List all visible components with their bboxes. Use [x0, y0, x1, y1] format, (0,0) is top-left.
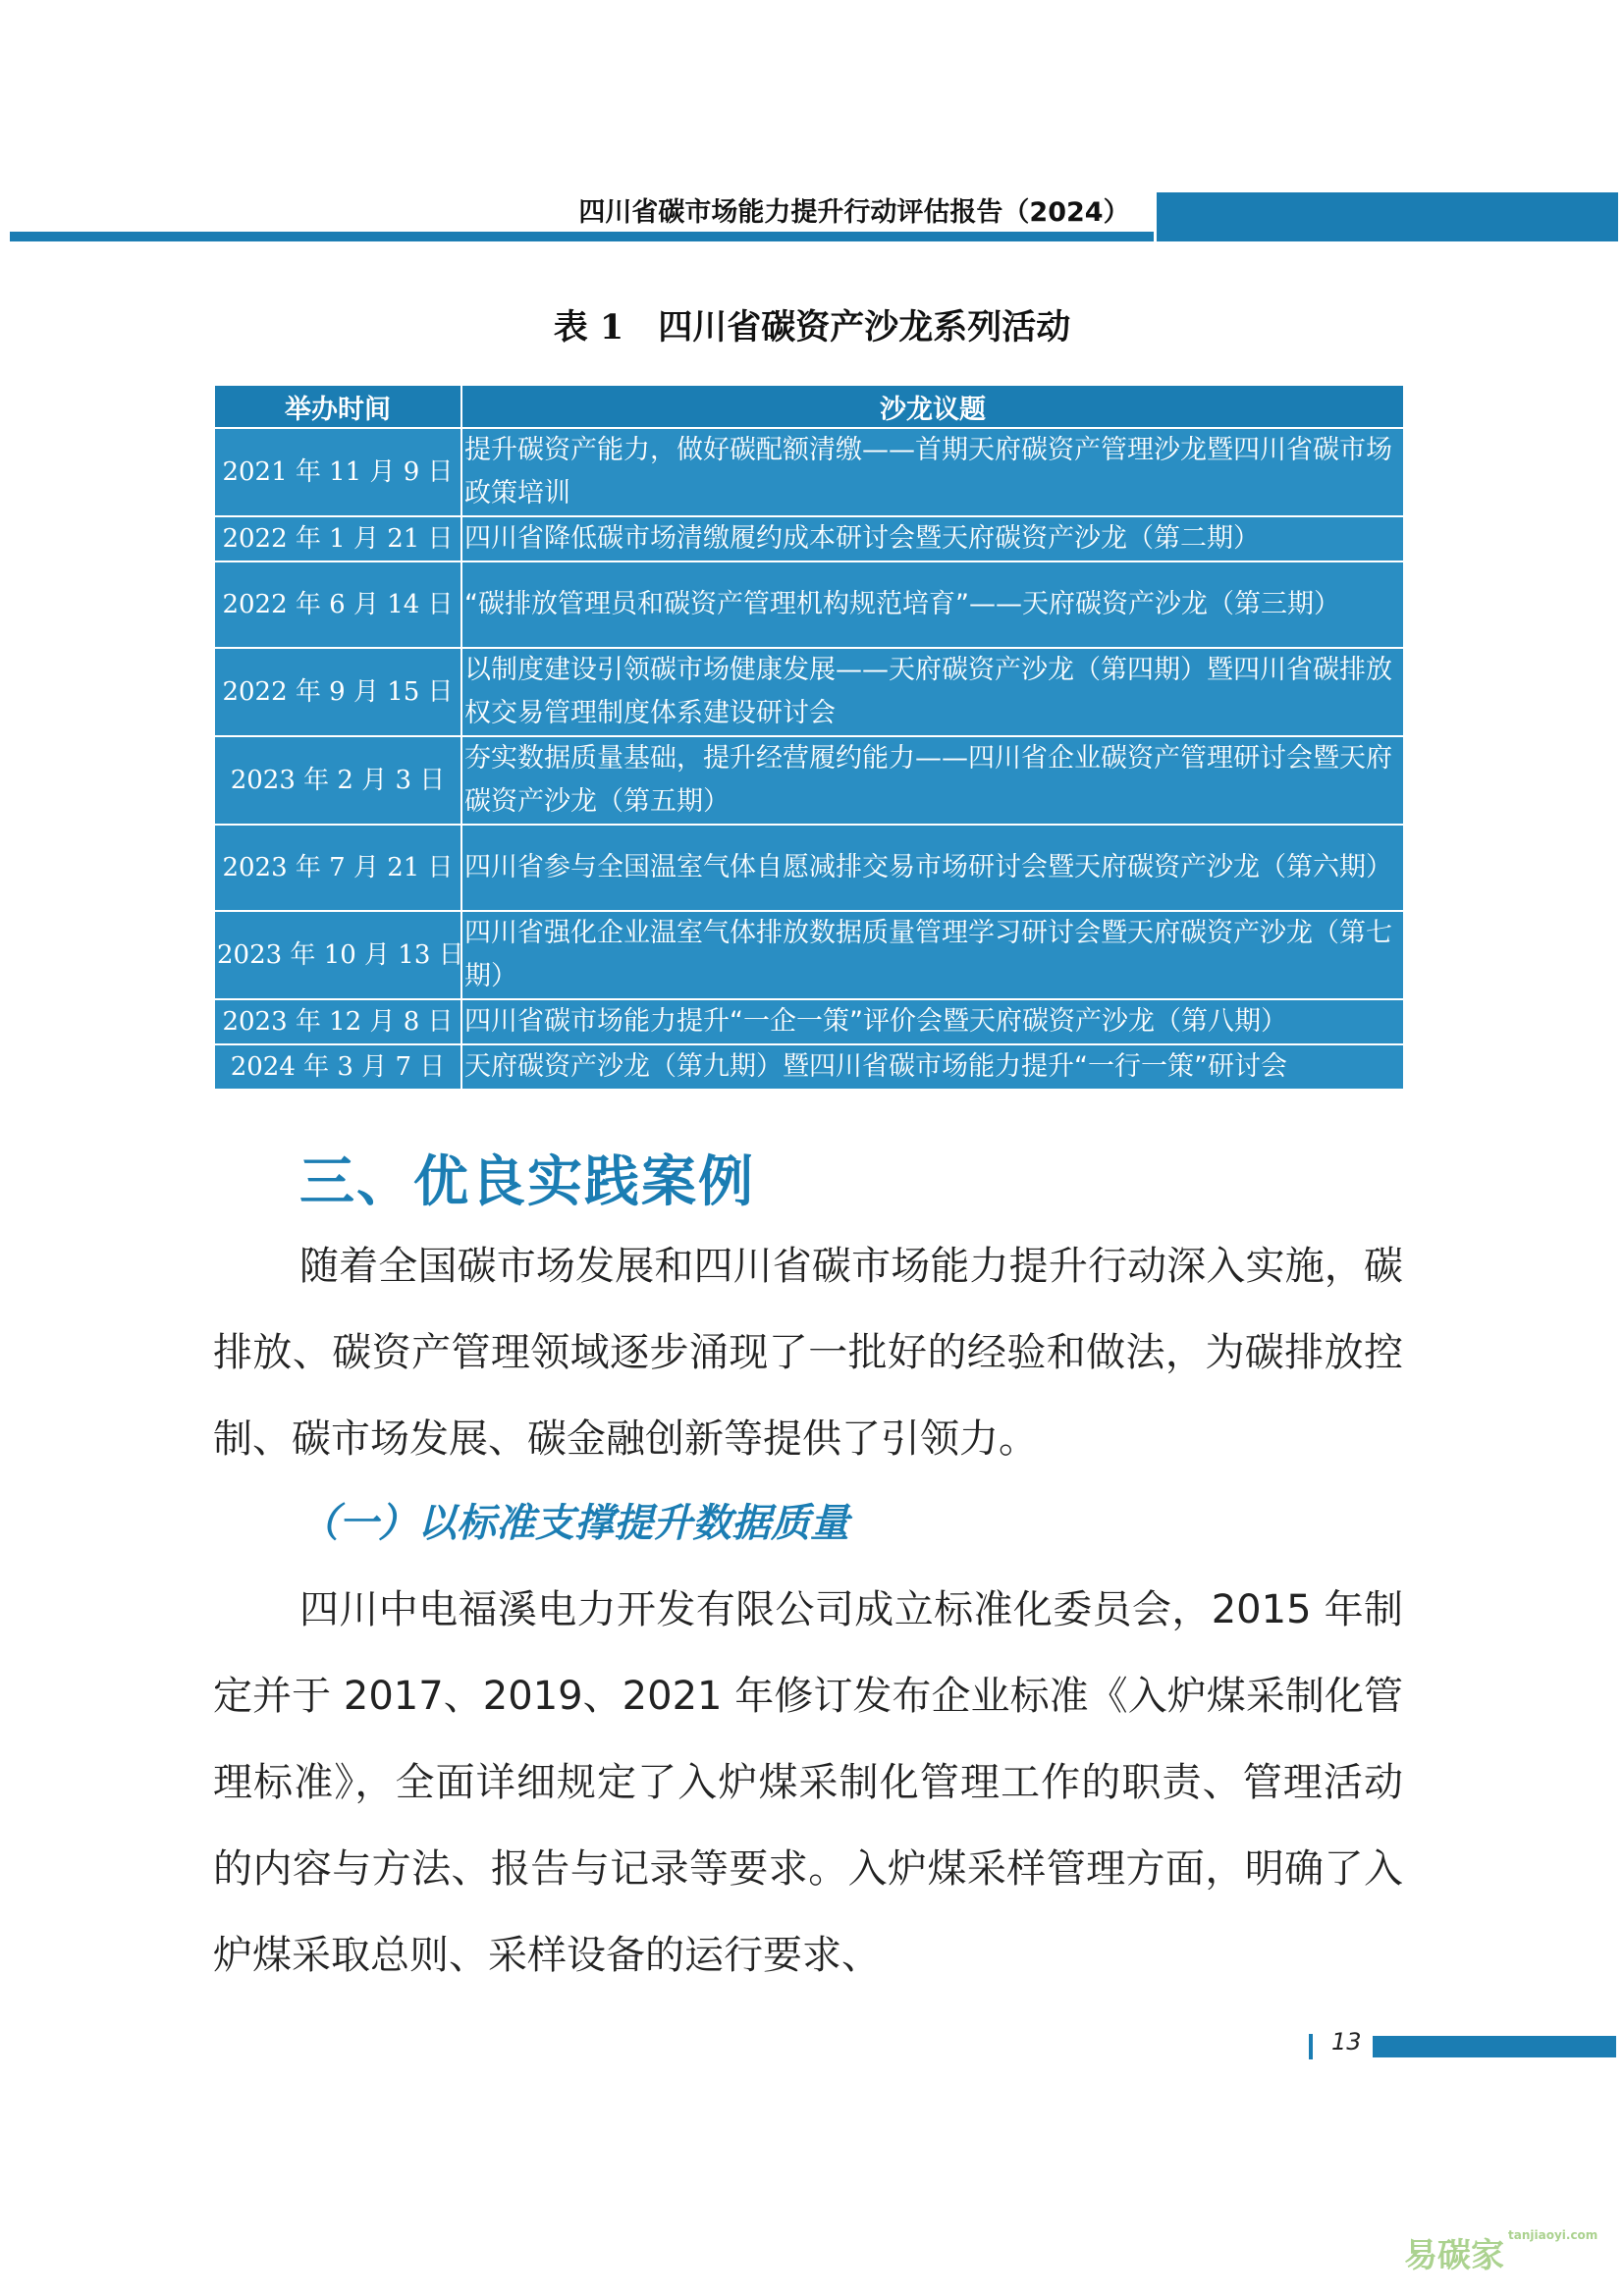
row-topic: 以制度建设引领碳市场健康发展——天府碳资产沙龙（第四期）暨四川省碳排放权交易管理制度体系建设研讨会: [461, 648, 1404, 736]
table-row: [214, 999, 1404, 1044]
table-row: [214, 648, 1404, 736]
column-header-topic: 沙龙议题: [461, 385, 1404, 428]
row-topic: “碳排放管理员和碳资产管理机构规范培育”——天府碳资产沙龙（第三期）: [461, 561, 1404, 648]
row-date: 2022 年 1 月 21 日: [214, 516, 461, 561]
subsection-heading: （一）以标准支撑提升数据质量: [299, 1500, 849, 1546]
footer-accent-bar: [1373, 2036, 1616, 2057]
header-accent-block: [1157, 192, 1618, 241]
row-date: 2023 年 2 月 3 日: [214, 736, 461, 825]
watermark-domain: tanjiaoyi.com: [1508, 2228, 1598, 2242]
table-row: [214, 911, 1404, 999]
row-date: 2023 年 7 月 21 日: [214, 825, 461, 911]
page-number-marker: [1309, 2034, 1313, 2059]
body-paragraph: 四川中电福溪电力开发有限公司成立标准化委员会，2015 年制定并于 2017、2019、2021 年修订发布企业标准《入炉煤采制化管理标准》，全面详细规定了入炉煤采制化管理工作的职责、管理活动的内容与方法、报告与记录等要求。入炉煤采样管理方面，明确了入炉煤采取总则、采样设备的运行要求、: [213, 1587, 1403, 1978]
table-row: [214, 561, 1404, 648]
row-date: 2022 年 6 月 14 日: [214, 561, 461, 648]
row-date: 2024 年 3 月 7 日: [214, 1044, 461, 1090]
row-topic: 夯实数据质量基础，提升经营履约能力——四川省企业碳资产管理研讨会暨天府碳资产沙龙（第五期）: [461, 736, 1404, 825]
row-topic: 四川省降低碳市场清缴履约成本研讨会暨天府碳资产沙龙（第二期）: [461, 516, 1404, 561]
row-topic: 天府碳资产沙龙（第九期）暨四川省碳市场能力提升“一行一策”研讨会: [461, 1044, 1404, 1090]
table-row: [214, 736, 1404, 825]
row-date: 2023 年 12 月 8 日: [214, 999, 461, 1044]
row-date: 2023 年 10 月 13 日: [214, 911, 461, 999]
table-row: [214, 428, 1404, 516]
watermark-text: 易碳家: [1404, 2236, 1504, 2275]
row-date: 2021 年 11 月 9 日: [214, 428, 461, 516]
row-date: 2022 年 9 月 15 日: [214, 648, 461, 736]
salon-table: [213, 384, 1405, 1091]
intro-paragraph: 随着全国碳市场发展和四川省碳市场能力提升行动深入实施，碳排放、碳资产管理领域逐步涌现了一批好的经验和做法，为碳排放控制、碳市场发展、碳金融创新等提供了引领力。: [213, 1244, 1403, 1462]
row-topic: 四川省碳市场能力提升“一企一策”评价会暨天府碳资产沙龙（第八期）: [461, 999, 1404, 1044]
watermark-logo: [1404, 2228, 1600, 2277]
running-header-title: 四川省碳市场能力提升行动评估报告（2024）: [578, 197, 1130, 228]
header-rule: [10, 232, 1154, 241]
table-row: [214, 1044, 1404, 1090]
table-row: [214, 825, 1404, 911]
table-row: [214, 516, 1404, 561]
table-caption: 表 1 四川省碳资产沙龙系列活动: [553, 307, 1071, 347]
row-topic: 四川省参与全国温室气体自愿减排交易市场研讨会暨天府碳资产沙龙（第六期）: [461, 825, 1404, 911]
column-header-date: 举办时间: [214, 385, 461, 428]
section-heading: 三、优良实践案例: [299, 1150, 755, 1214]
page-number: 13: [1331, 2028, 1362, 2056]
row-topic: 提升碳资产能力，做好碳配额清缴——首期天府碳资产管理沙龙暨四川省碳市场政策培训: [461, 428, 1404, 516]
row-topic: 四川省强化企业温室气体排放数据质量管理学习研讨会暨天府碳资产沙龙（第七期）: [461, 911, 1404, 999]
